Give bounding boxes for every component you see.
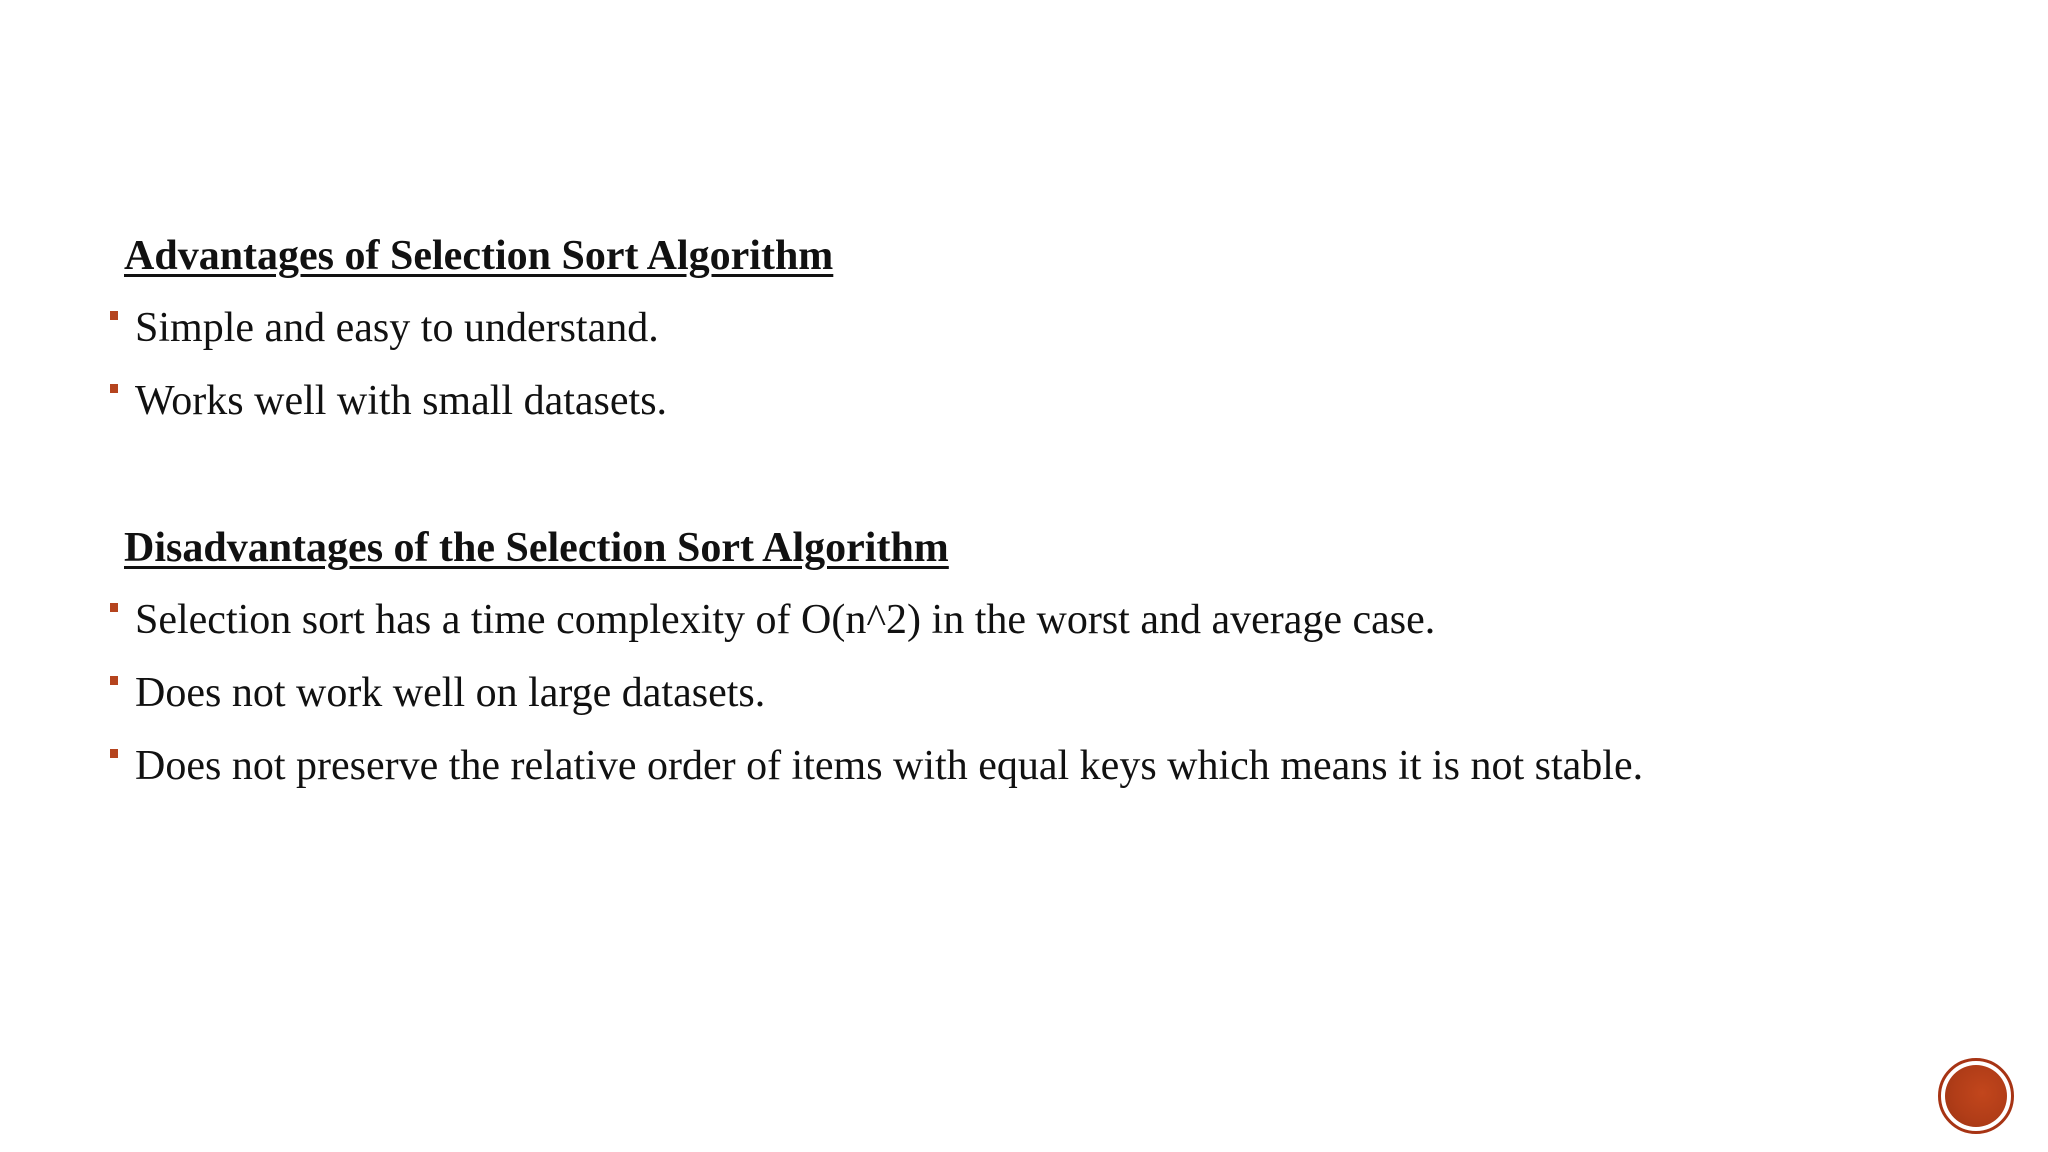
square-bullet-icon xyxy=(110,603,118,612)
advantages-heading: Advantages of Selection Sort Algorithm xyxy=(124,233,834,279)
slide-nav-circle-icon[interactable] xyxy=(1938,1058,2014,1134)
disadvantages-list xyxy=(105,589,1985,797)
bullet-text: Selection sort has a time complexity of O(n^2) in the worst and average case. xyxy=(135,597,1436,643)
bullet-text: Simple and easy to understand. xyxy=(135,305,659,351)
square-bullet-icon xyxy=(110,676,118,685)
list-item xyxy=(105,735,1985,797)
bullet-text: Does not work well on large datasets. xyxy=(135,670,766,716)
square-bullet-icon xyxy=(110,311,118,320)
list-item xyxy=(105,297,1985,359)
bullet-text: Does not preserve the relative order of items with equal keys which means it is not stable. xyxy=(135,743,1644,789)
list-item xyxy=(105,370,1985,432)
disadvantages-section xyxy=(105,517,1985,808)
bullet-text: Works well with small datasets. xyxy=(135,378,668,424)
disadvantages-heading: Disadvantages of the Selection Sort Algorithm xyxy=(124,525,949,571)
advantages-list xyxy=(105,297,1985,432)
nav-circle-fill xyxy=(1945,1065,2007,1127)
square-bullet-icon xyxy=(110,749,118,758)
list-item xyxy=(105,662,1985,724)
list-item xyxy=(105,589,1985,651)
advantages-section xyxy=(105,225,1985,443)
square-bullet-icon xyxy=(110,384,118,393)
